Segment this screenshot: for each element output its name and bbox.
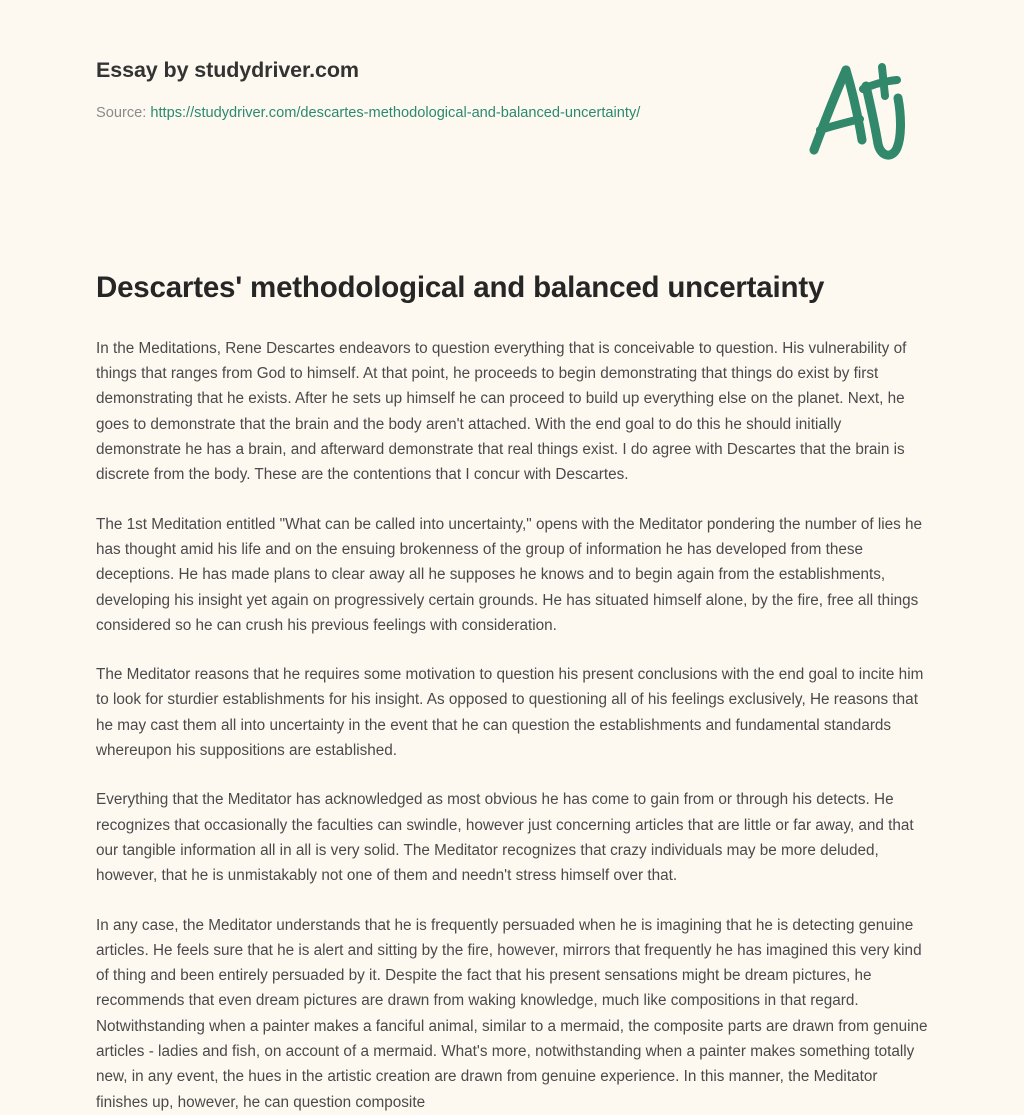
page-header (96, 0, 928, 188)
article-body (96, 307, 928, 1115)
page-title: Descartes' methodological and balanced uncertainty (96, 271, 825, 304)
paragraph: In any case, the Meditator understands that he is frequently persuaded when he is imagining that he is detecting genuine articles. He feels sure that he is alert and sitting by the fire, however, mirrors that frequently he has imagined this very kind of thing and been entirely persuaded by it. Despite the fact that his present sensations might be dream pictures, he recommends that even dream pictures are drawn from waking knowledge, much like compositions in that regard. Notwithstanding when a painter makes a fanciful animal, similar to a mermaid, the composite parts are drawn from genuine articles - ladies and fish, on account of a mermaid. What's more, notwithstanding when a painter makes something totally new, in any event, the hues in the artistic creation are drawn from genuine experience. In this manner, the Meditator finishes up, however, he can question composite (96, 916, 928, 1111)
byline: Essay by studydriver.com (96, 58, 359, 82)
paragraph: The 1st Meditation entitled "What can be called into uncertainty," opens with the Meditator pondering the number of lies he has thought amid his life and on the ensuing brokenness of the group of information he has developed from these deceptions. He has made plans to clear away all he supposes he knows and to begin again from the establishments, developing his insight yet again on progressively certain grounds. He has situated himself alone, by the fire, free all things considered so he can crush his previous feelings with consideration. (96, 515, 923, 634)
paragraph: In the Meditations, Rene Descartes endeavors to question everything that is conceivable to question. His vulnerability of things that ranges from God to himself. At that point, he proceeds to begin demonstrating that things do exist by first demonstrating that he exists. After he sets up himself he can proceed to build up everything else on the planet. Next, he goes to demonstrate that the brain and the body aren't attached. With the end goal to do this he should initially demonstrate he has a brain, and afterward demonstrate that real things exist. I do agree with Descartes that the brain is discrete from the body. These are the contentions that I concur with Descartes. (96, 339, 907, 484)
paragraph: The Meditator reasons that he requires some motivation to question his present conclusions with the end goal to incite him to look for sturdier establishments for his insight. As opposed to questioning all of his feelings exclusively, He reasons that he may cast them all into uncertainty in the event that he can question the establishments and fundamental standards whereupon his suppositions are established. (96, 666, 924, 760)
source-url-link[interactable]: https://studydriver.com/descartes-methodological-and-balanced-uncertainty/ (150, 104, 641, 121)
a-plus-handwritten-logo (800, 56, 918, 168)
paragraph: Everything that the Meditator has acknowledged as most obvious he has come to gain from or through his detects. He recognizes that occasionally the faculties can swindle, however just concerning articles that are little or far away, and that our tangible information all in all is very solid. The Meditator recognizes that crazy individuals may be more deluded, however, that he is unmistakably not one of them and needn't stress himself over that. (96, 791, 914, 885)
source-label: Source: (96, 104, 147, 121)
